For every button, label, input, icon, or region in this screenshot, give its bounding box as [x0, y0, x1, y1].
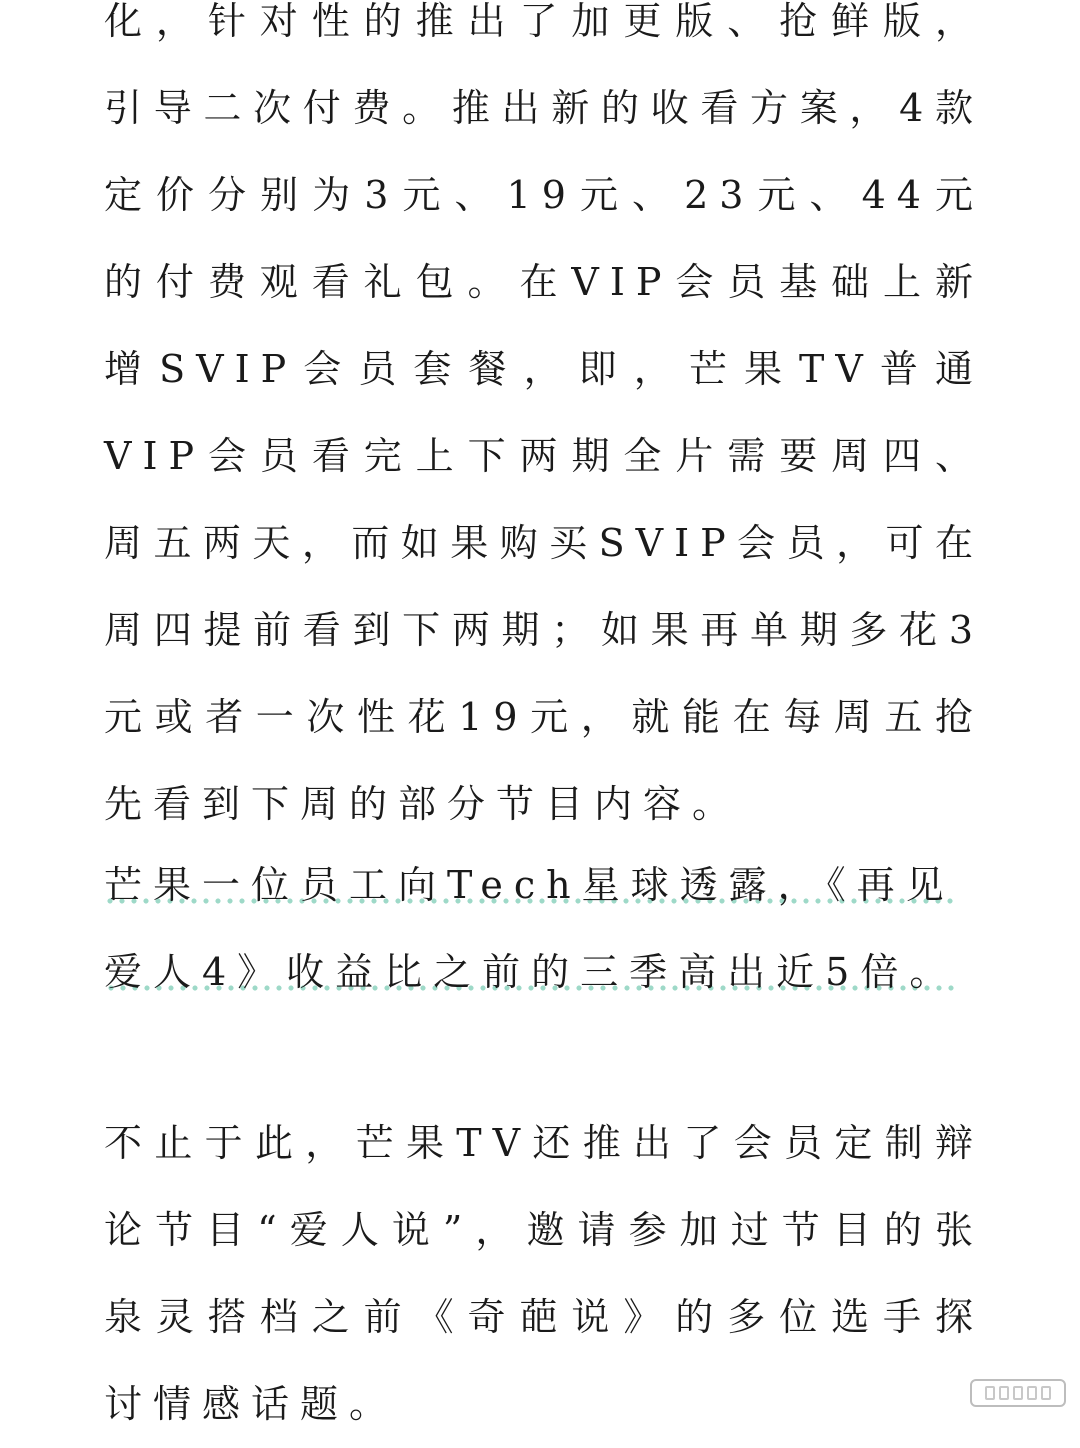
- paragraph-highlight-quote: [104, 842, 984, 1016]
- paragraph-text: 不止于此，芒果TV还推出了会员定制辩论节目“爱人说”，邀请参加过节目的张泉灵搭档之前《奇葩说》的多位选手探讨情感话题。: [104, 1121, 984, 1426]
- highlighted-text: 芒果一位员工向Tech星球透露，《再见爱人4》收益比之前的三季高出近5倍。: [104, 863, 958, 1000]
- watermark-shape: [999, 1386, 1009, 1400]
- watermark-shape: [985, 1386, 995, 1400]
- article-body: [104, 0, 984, 1426]
- paragraph-debate-show: [104, 1100, 984, 1448]
- watermark-shape: [1013, 1386, 1023, 1400]
- paragraph-pricing: [104, 0, 984, 848]
- paragraph-text: 化，针对性的推出了加更版、抢鲜版，引导二次付费。推出新的收看方案，4款定价分别为3元、19元、23元、44元的付费观看礼包。在VIP会员基础上新增SVIP会员套餐，即，芒果TV普通VIP会员看完上下两期全片需要周四、周五两天，而如果购买SVIP会员，可在周四提前看到下两期；如果再单期多花3元或者一次性花19元，就能在每周五抢先看到下周的部分节目内容。: [104, 0, 984, 826]
- watermark-shape: [1027, 1386, 1037, 1400]
- watermark-shape: [1041, 1386, 1051, 1400]
- watermark-badge: [970, 1379, 1066, 1407]
